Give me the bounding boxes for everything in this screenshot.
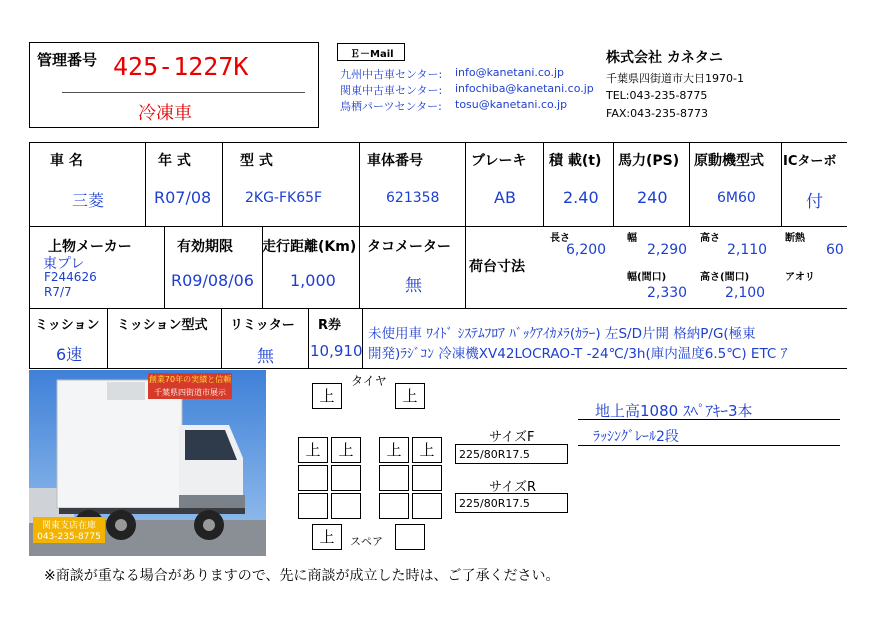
value-load: 2.40 bbox=[563, 188, 599, 207]
company-address: 千葉県四街道市大日1970-1 bbox=[606, 72, 744, 85]
expiry-value: R09/08/06 bbox=[171, 271, 254, 290]
limiter-label: リミッター bbox=[230, 318, 295, 333]
tire-slot bbox=[412, 465, 442, 491]
mission-type-label: ミッション型式 bbox=[117, 318, 208, 333]
r1-sep bbox=[543, 142, 544, 226]
value-horsepower: 240 bbox=[637, 188, 668, 207]
management-divider bbox=[62, 92, 305, 93]
opening-width-label: 幅(間口) bbox=[627, 272, 667, 283]
extras-line-1: 地上高1080 ｽﾍﾟｱｷｰ3本 bbox=[595, 402, 753, 420]
header-engine-model: 原動機型式 bbox=[694, 153, 764, 169]
mileage-value: 1,000 bbox=[290, 271, 336, 290]
notes-line-2: 開発)ﾗｼﾞｺﾝ 冷凍機XV42LOCRAO-T -24℃/3h(庫内温度6.5℃) ETC ｱ bbox=[368, 346, 788, 362]
size-rear-label: サイズR bbox=[489, 480, 536, 495]
tire-slot bbox=[412, 493, 442, 519]
body-maker: 東プレ bbox=[43, 256, 85, 272]
value-year: R07/08 bbox=[154, 188, 212, 207]
email-address-3[interactable]: tosu@kanetani.co.jp bbox=[455, 98, 568, 111]
company-fax: FAX:043-235-8773 bbox=[606, 107, 709, 120]
size-rear-value: 225/80R17.5 bbox=[455, 493, 568, 513]
header-car-name: 車 名 bbox=[50, 153, 83, 169]
dim-length-value: 6,200 bbox=[566, 242, 607, 258]
size-front-label: サイズF bbox=[489, 430, 535, 445]
email-title: Ｅ－Mail bbox=[350, 49, 394, 60]
value-brake: AB bbox=[494, 188, 516, 207]
header-ic-turbo: ICターボ bbox=[783, 154, 837, 169]
tire-front-left-outer: 上 bbox=[312, 383, 342, 409]
r2-sep bbox=[164, 226, 165, 308]
header-year: 年 式 bbox=[158, 153, 191, 169]
tachometer-value: 無 bbox=[405, 276, 422, 296]
spare-label: スペア bbox=[350, 535, 383, 548]
tire-slot bbox=[331, 465, 361, 491]
photo-badge-bottom: 関東支店在庫 bbox=[33, 517, 105, 532]
email-center-2: 関東中古車センター: bbox=[340, 84, 443, 97]
value-engine-model: 6M60 bbox=[717, 190, 756, 206]
limiter-value: 無 bbox=[257, 347, 274, 367]
r3-sep bbox=[308, 308, 309, 369]
email-center-3: 鳥栖パーツセンター: bbox=[340, 100, 442, 113]
tire-rear-4: 上 bbox=[412, 437, 442, 463]
email-address-2[interactable]: infochiba@kanetani.co.jp bbox=[455, 82, 594, 95]
dim-height-label: 高さ bbox=[700, 233, 720, 244]
r-ticket-value: 10,910 bbox=[310, 342, 363, 360]
mission-label: ミッション bbox=[35, 318, 100, 333]
vehicle-category: 冷凍車 bbox=[138, 103, 192, 124]
tire-slot bbox=[298, 493, 328, 519]
r3-sep bbox=[107, 308, 108, 369]
spec-row-divider-1 bbox=[29, 226, 847, 227]
header-horsepower: 馬力(PS) bbox=[618, 153, 680, 169]
tire-spare-left: 上 bbox=[312, 524, 342, 550]
size-front-value: 225/80R17.5 bbox=[455, 444, 568, 464]
r-ticket-label: R券 bbox=[318, 318, 342, 333]
r1-sep bbox=[689, 142, 690, 226]
r1-sep bbox=[145, 142, 146, 226]
tire-spare-right bbox=[395, 524, 425, 550]
tire-rear-2: 上 bbox=[331, 437, 361, 463]
r1-sep bbox=[222, 142, 223, 226]
mileage-label: 走行距離(Km) bbox=[262, 239, 357, 255]
email-address-1[interactable]: info@kanetani.co.jp bbox=[455, 66, 564, 79]
tire-rear-1: 上 bbox=[298, 437, 328, 463]
photo-badge-top: 創業70年の実績と信頼 bbox=[148, 375, 232, 384]
value-chassis-no: 621358 bbox=[386, 190, 440, 206]
r1-sep bbox=[781, 142, 782, 226]
opening-width-value: 2,330 bbox=[647, 285, 688, 301]
photo-badge-top-2: 千葉県四街道市展示 bbox=[148, 386, 232, 399]
spec-row-divider-2 bbox=[29, 308, 847, 309]
footer-note: ※商談が重なる場合がありますので、先に商談が成立した時は、ご了承ください。 bbox=[44, 568, 560, 584]
extras-line-2: ﾗｯｼﾝｸﾞﾚｰﾙ2段 bbox=[593, 429, 679, 445]
header-brake: ブレーキ bbox=[471, 153, 527, 169]
extras-underline-2 bbox=[578, 445, 840, 446]
email-center-1: 九州中古車センター: bbox=[340, 68, 443, 81]
r3-sep bbox=[221, 308, 222, 369]
opening-height-label: 高さ(間口) bbox=[700, 272, 750, 283]
value-car-name: 三菱 bbox=[72, 191, 105, 210]
tire-rear-3: 上 bbox=[379, 437, 409, 463]
r2-sep bbox=[465, 226, 466, 308]
tire-slot bbox=[331, 493, 361, 519]
body-maker-code: F244626 bbox=[44, 270, 97, 284]
extras-underline-1 bbox=[578, 419, 840, 420]
tire-slot bbox=[298, 465, 328, 491]
header-chassis-no: 車体番号 bbox=[367, 153, 423, 169]
tire-slot bbox=[379, 493, 409, 519]
bed-dimensions-label: 荷台寸法 bbox=[469, 259, 525, 275]
company-name: 株式会社 カネタニ bbox=[606, 50, 723, 66]
tachometer-label: タコメーター bbox=[367, 239, 451, 255]
dim-height-value: 2,110 bbox=[727, 242, 768, 258]
header-load: 積 載(t) bbox=[549, 153, 602, 169]
body-maker-date: R7/7 bbox=[44, 285, 72, 299]
notes-line-1: 未使用車 ﾜｲﾄﾞ ｼｽﾃﾑﾌﾛｱ ﾊﾞｯｸｱｲｶﾒﾗ(ｶﾗｰ) 左S/D片開 格納P/G(極東 bbox=[368, 326, 756, 342]
value-ic-turbo: 付 bbox=[806, 192, 823, 212]
company-tel: TEL:043-235-8775 bbox=[606, 89, 708, 102]
dim-width-label: 幅 bbox=[627, 233, 637, 244]
body-maker-label: 上物メーカー bbox=[48, 239, 132, 255]
mission-value: 6速 bbox=[56, 345, 83, 364]
r1-sep bbox=[465, 142, 466, 226]
r2-sep bbox=[359, 226, 360, 308]
dim-width-value: 2,290 bbox=[647, 242, 688, 258]
tire-slot bbox=[379, 465, 409, 491]
management-number: 425-1227K bbox=[113, 52, 249, 81]
r1-sep bbox=[359, 142, 360, 226]
insulation-label: 断熱 bbox=[785, 233, 805, 244]
management-label: 管理番号 bbox=[37, 51, 98, 69]
tire-front-right-outer: 上 bbox=[395, 383, 425, 409]
value-model: 2KG-FK65F bbox=[245, 190, 323, 206]
expiry-label: 有効期限 bbox=[177, 239, 233, 255]
dim-length-label: 長さ bbox=[550, 233, 570, 244]
insulation-value: 60 bbox=[826, 242, 844, 258]
aori-label: アオリ bbox=[785, 272, 815, 283]
opening-height-value: 2,100 bbox=[725, 285, 766, 301]
tire-label: タイヤ bbox=[351, 374, 387, 388]
r1-sep bbox=[613, 142, 614, 226]
photo-badge-bottom-2: 043-235-8775 bbox=[33, 531, 105, 543]
header-model: 型 式 bbox=[240, 153, 273, 169]
